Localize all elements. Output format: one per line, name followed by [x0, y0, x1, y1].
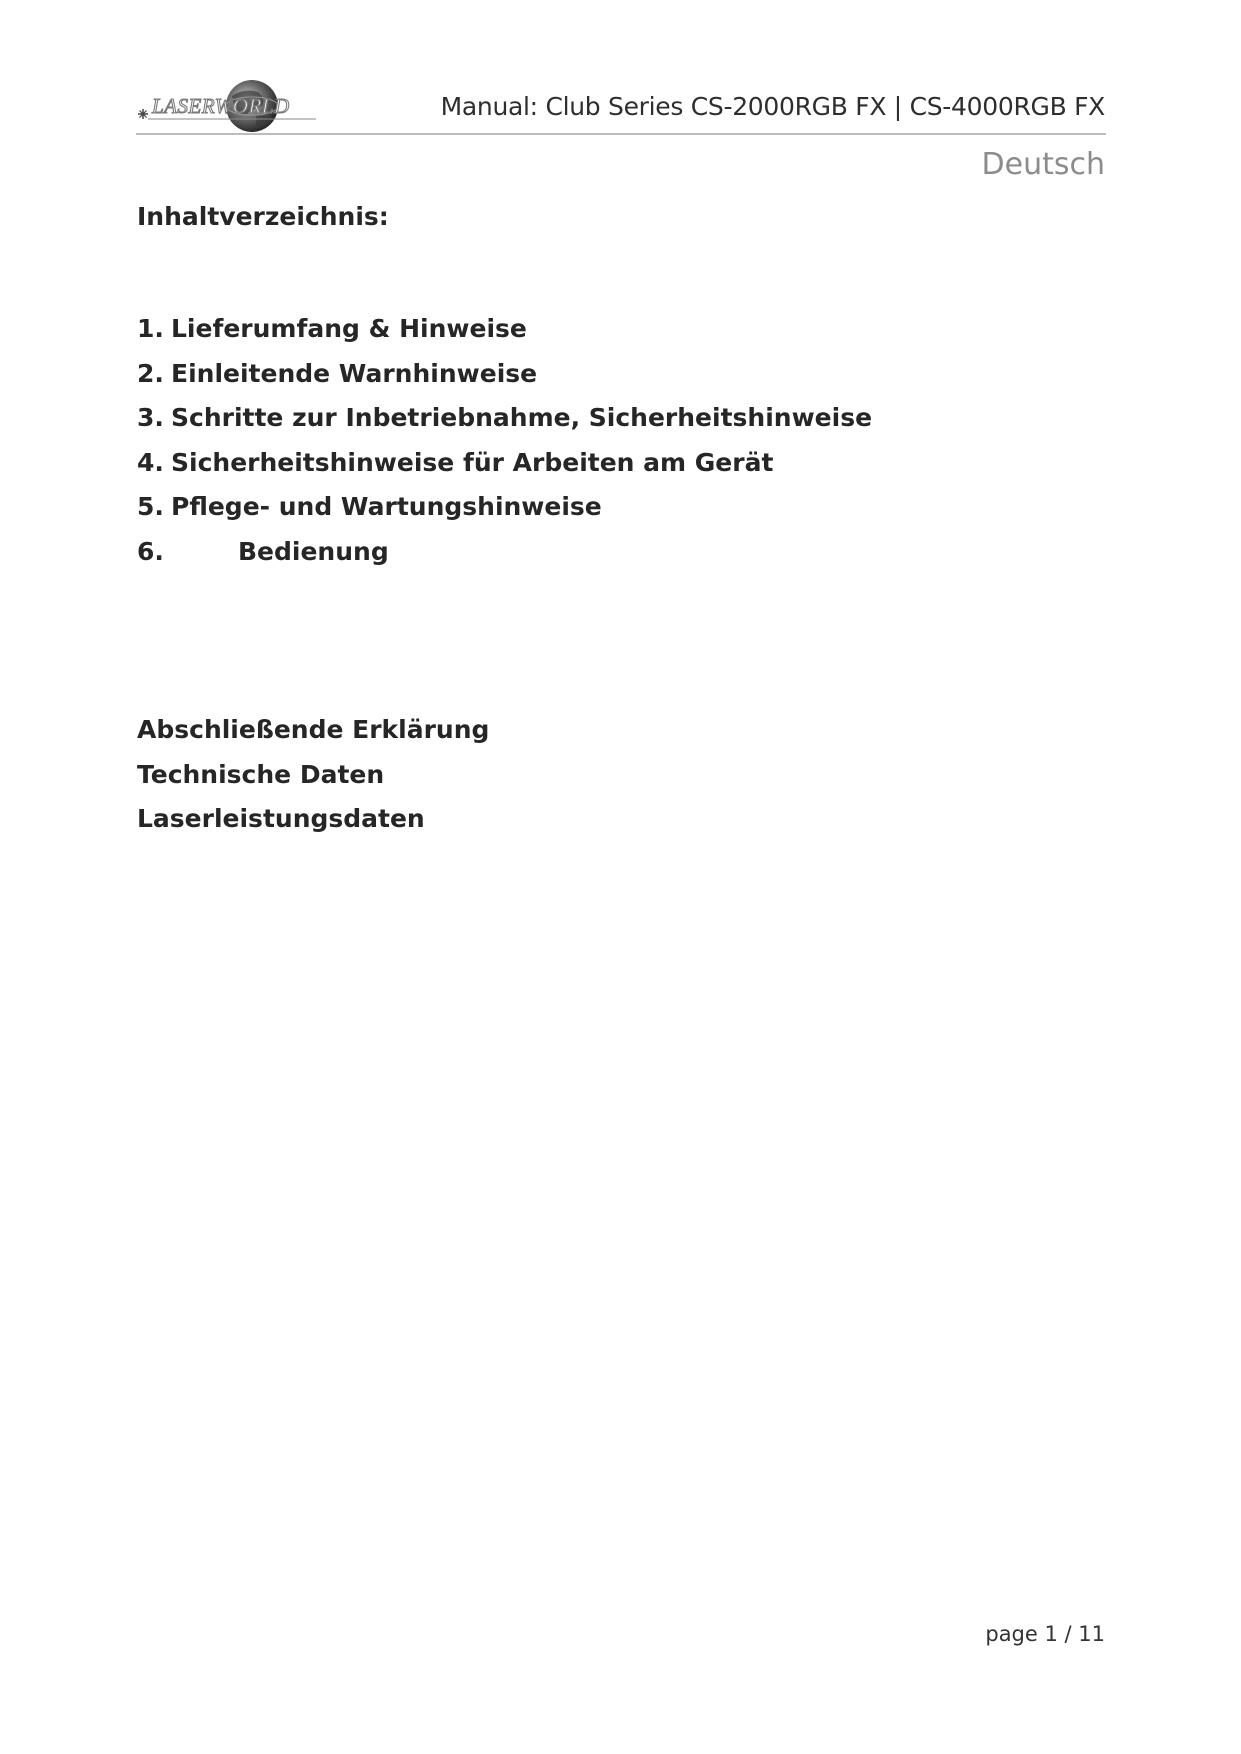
toc-item-number: 4.: [137, 447, 164, 477]
toc-item-number: 6.: [137, 536, 164, 566]
toc-item-laserleistungsdaten: Laserleistungsdaten: [137, 804, 425, 834]
toc-item-warnhinweise: [137, 357, 872, 402]
toc-item-label: Schritte zur Inbetriebnahme, Sicherheitshinweise: [171, 403, 873, 433]
toc-list: [137, 312, 872, 580]
header-divider: [136, 133, 1106, 135]
toc-item-bedienung: [137, 535, 872, 580]
toc-item-sicherheitshinweise: [137, 446, 872, 491]
toc-heading: Inhaltverzeichnis:: [137, 202, 389, 231]
toc-item-pflege: [137, 490, 872, 535]
toc-item-label: Sicherheitshinweise für Arbeiten am Gerät: [171, 447, 774, 477]
toc-item-label: Pflege- und Wartungshinweise: [171, 492, 602, 522]
language-label: Deutsch: [981, 147, 1105, 182]
laserworld-logo-graphic: [134, 78, 320, 136]
toc-item-label: Einleitende Warnhinweise: [171, 358, 538, 388]
toc-item-number: 5.: [137, 492, 164, 522]
toc-item-inbetriebnahme: [137, 401, 872, 446]
toc-item-technische-daten: Technische Daten: [137, 759, 385, 789]
toc-item-number: 2.: [137, 358, 164, 388]
toc-item-number: 1.: [137, 314, 164, 343]
document-title: Manual: Club Series CS-2000RGB FX | CS-4000RGB FX: [440, 92, 1105, 121]
toc-item-label: Lieferumfang & Hinweise: [171, 314, 527, 343]
toc-item-lieferumfang: [137, 312, 872, 357]
toc-item-number: 3.: [137, 403, 164, 433]
toc-appendix-list: [137, 713, 489, 847]
page-number: page 1 / 11: [985, 1622, 1105, 1646]
toc-item-abschliessende-erklaerung: Abschließende Erklärung: [137, 715, 490, 744]
laserworld-logo: [134, 78, 320, 136]
toc-item-label: Bedienung: [238, 536, 389, 566]
logo-wordmark: LASERWORLD: [152, 94, 290, 118]
